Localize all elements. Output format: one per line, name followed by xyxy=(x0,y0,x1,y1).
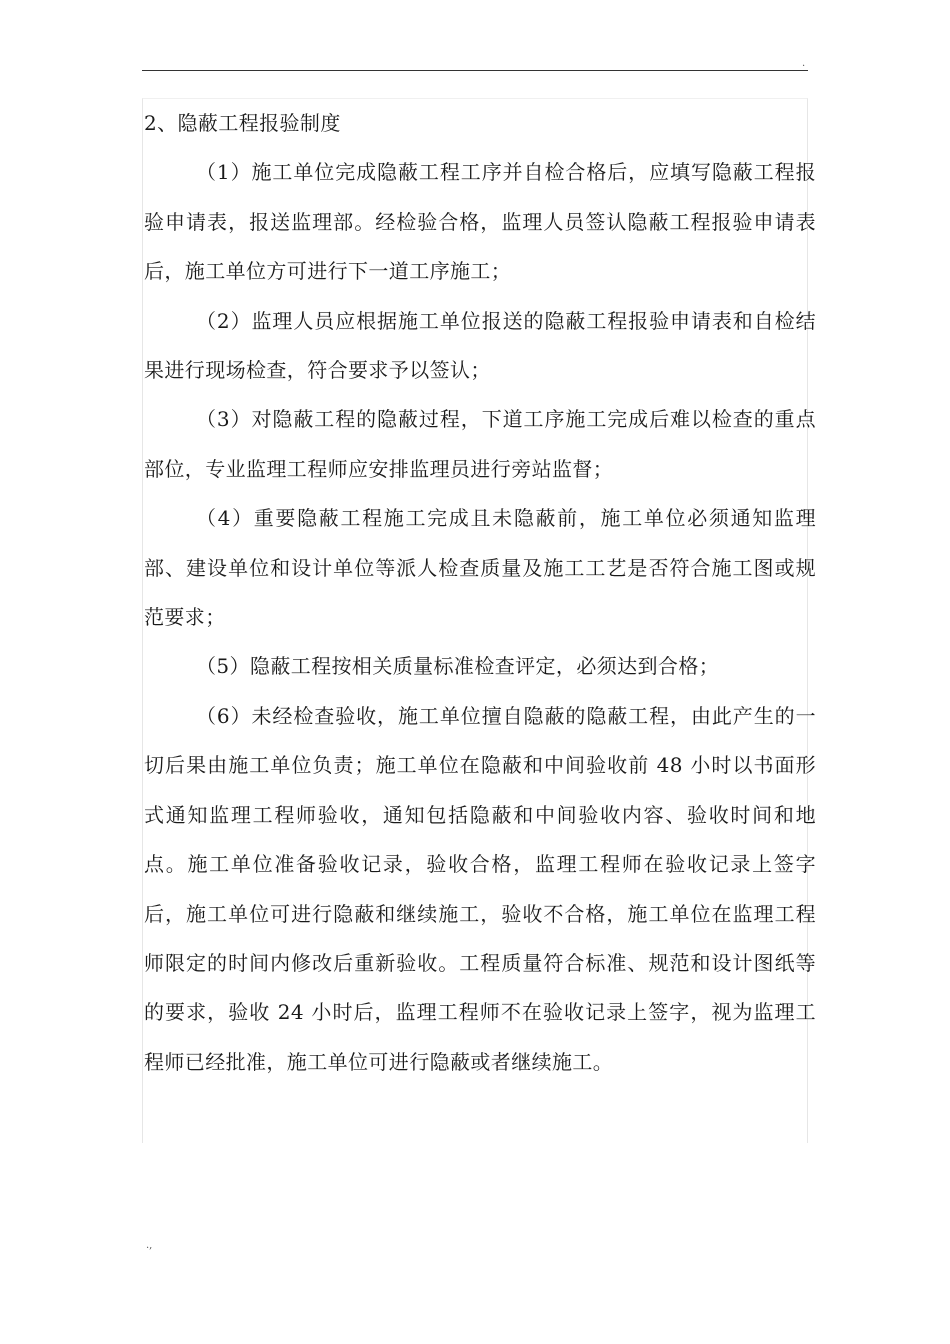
clause-5: （5）隐蔽工程按相关质量标准检查评定，必须达到合格； xyxy=(196,654,720,679)
clause-2: （2）监理人员应根据施工单位报送的隐蔽工程报验申请表和自检结果进行现场检查，符合要求予以签认； xyxy=(144,308,816,383)
clause-3: （3）对隐蔽工程的隐蔽过程，下道工序施工完成后难以检查的重点部位，专业监理工程师应安排监理员进行旁站监督； xyxy=(144,407,816,481)
footer-corner-mark: ., xyxy=(146,1240,153,1251)
clause-6: （6）未经检查验收，施工单位擅自隐蔽的隐蔽工程，由此产生的一切后果由施工单位负责；施工单位在隐蔽和中间验收前 48 小时以书面形式通知监理工程师验收，通知包括隐蔽和中间验收内容、验收时间和地点。施工单位准备验收记录，验收合格，监理工程师在验收记录上签字后，施工单位可进行隐蔽和继续施工，验收不合格，施工单位在监理工程师限定的时间内修改后重新验收。工程质量符合标准、规范和设计图纸等的要求，验收 24 小时后，监理工程师不在验收记录上签字，视为监理工程师已经批准，施工单位可进行隐蔽或者继续施工。 xyxy=(144,703,816,1074)
section-heading: 2、隐蔽工程报验制度 xyxy=(144,111,341,135)
document-body xyxy=(144,99,816,1087)
clause-4: （4）重要隐蔽工程施工完成且未隐蔽前，施工单位必须通知监理部、建设单位和设计单位等派人检查质量及施工工艺是否符合施工图或规范要求； xyxy=(144,506,816,630)
header-rule xyxy=(142,70,808,71)
clause-1: （1）施工单位完成隐蔽工程工序并自检合格后，应填写隐蔽工程报验申请表，报送监理部。经检验合格，监理人员签认隐蔽工程报验申请表后，施工单位方可进行下一道工序施工； xyxy=(144,160,816,284)
header-corner-mark: . xyxy=(802,58,806,69)
